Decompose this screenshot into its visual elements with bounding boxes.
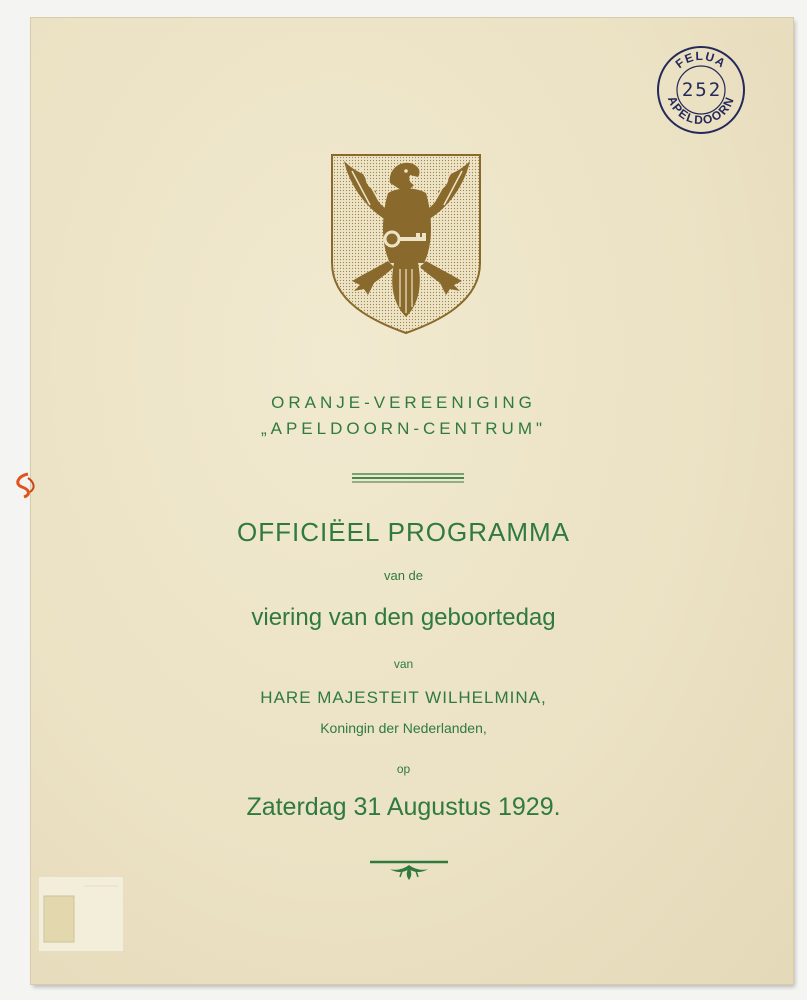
eagle-crest-icon	[330, 153, 482, 335]
event-date: Zaterdag 31 Augustus 1929.	[246, 793, 561, 821]
society-name: ORANJE-VEREENIGING	[271, 393, 536, 412]
society-branch: „APELDOORN-CENTRUM"	[260, 419, 547, 438]
majesty-name: HARE MAJESTEIT WILHELMINA,	[260, 688, 547, 707]
program-title: OFFICIËEL PROGRAMMA	[237, 517, 570, 547]
divider-rule	[352, 471, 464, 483]
binding-string	[8, 470, 42, 500]
queen-title: Koningin der Nederlanden,	[320, 720, 487, 736]
stamp-number: 252	[681, 79, 723, 101]
stamp-text-bottom: APELDOORN	[664, 94, 738, 128]
text-van: van	[393, 657, 414, 671]
stamp-text-top: FELUA	[672, 48, 730, 72]
text-op: op	[396, 762, 411, 776]
ornament-icon	[370, 859, 448, 881]
paper-label	[38, 876, 124, 952]
text-van-de: van de	[383, 568, 424, 583]
celebration-line: viering van den geboortedag	[251, 604, 556, 631]
